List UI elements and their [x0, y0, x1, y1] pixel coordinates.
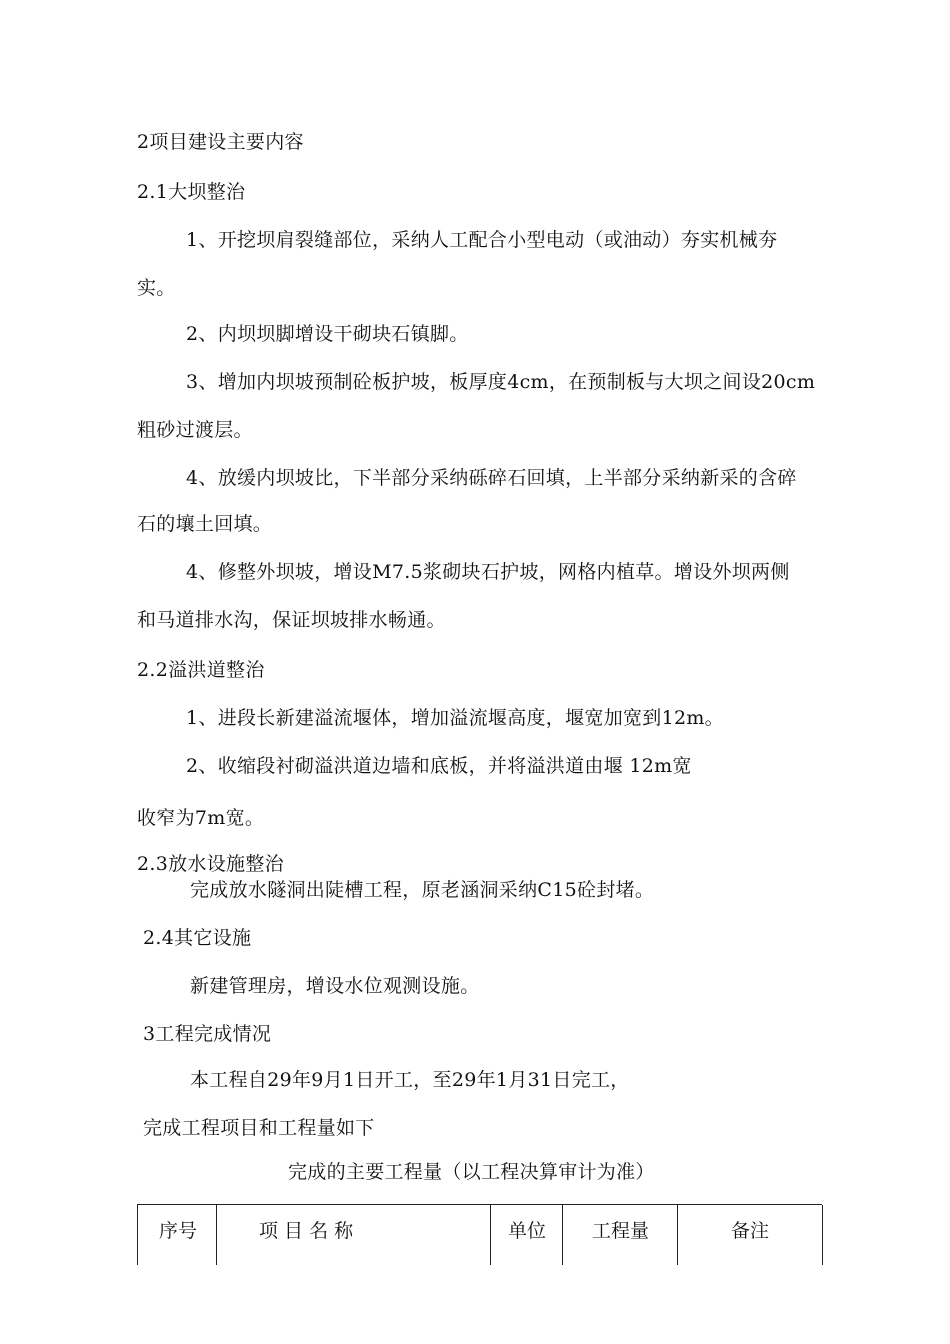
header-quantity-label: 工程量: [592, 1220, 650, 1242]
section-2-heading: 2项目建设主要内容: [137, 131, 304, 153]
s22-item2-line2: 收窄为7m宽。: [137, 807, 265, 829]
s21-item2: 2、内坝坝脚增设干砌块石镇脚。: [186, 323, 469, 345]
s21-item5-line1: 4、修整外坝坡，增设M7.5浆砌块石护坡，网格内植草。增设外坝两侧: [186, 561, 790, 583]
s21-item1-line2: 实。: [137, 277, 176, 299]
section-3-heading: 3工程完成情况: [143, 1023, 272, 1045]
s21-item1-line1: 1、开挖坝肩裂缝部位，采纳人工配合小型电动（或油动）夯实机械夯: [186, 229, 778, 251]
header-name-label: 项 目 名 称: [259, 1220, 354, 1242]
s21-item5-line2: 和马道排水沟，保证坝坡排水畅通。: [137, 609, 446, 631]
section-2-2-heading: 2.2溢洪道整治: [137, 659, 265, 681]
header-cell-remark: [677, 1205, 823, 1265]
s3-text-line2: 完成工程项目和工程量如下: [143, 1117, 375, 1139]
s21-item4-line2: 石的壤土回填。: [137, 513, 273, 535]
s24-text: 新建管理房，增设水位观测设施。: [190, 975, 480, 997]
s21-item4-line1: 4、放缓内坝坡比，下半部分采纳砾碎石回填，上半部分采纳新采的含碎: [186, 467, 797, 489]
section-2-4-heading: 2.4其它设施: [143, 927, 252, 949]
section-2-1-heading: 2.1大坝整治: [137, 181, 246, 203]
table-caption: 完成的主要工程量（以工程决算审计为准）: [288, 1161, 655, 1183]
header-remark-label: 备注: [731, 1220, 770, 1242]
header-no-label: 序号: [159, 1220, 198, 1242]
s21-item3-line1: 3、增加内坝坡预制砼板护坡，板厚度4cm，在预制板与大坝之间设20cm: [186, 371, 816, 393]
s3-text-line1: 本工程自29年9月1日开工，至29年1月31日完工，: [190, 1069, 630, 1091]
header-unit-label: 单位: [508, 1220, 547, 1242]
quantity-table-header: [137, 1204, 822, 1265]
header-cell-quantity: [562, 1205, 678, 1265]
header-cell-name: [216, 1205, 491, 1265]
s21-item3-line2: 粗砂过渡层。: [137, 419, 253, 441]
header-cell-unit: [490, 1205, 563, 1265]
s23-text: 完成放水隧洞出陡槽工程，原老涵洞采纳C15砼封堵。: [190, 879, 655, 901]
s22-item2-line1: 2、收缩段衬砌溢洪道边墙和底板，并将溢洪道由堰 12m宽: [186, 755, 692, 777]
header-cell-no: [137, 1205, 217, 1265]
section-2-3-heading: 2.3放水设施整治: [137, 853, 284, 875]
s22-item1: 1、进段长新建溢流堰体，增加溢流堰高度，堰宽加宽到12m。: [186, 707, 724, 729]
